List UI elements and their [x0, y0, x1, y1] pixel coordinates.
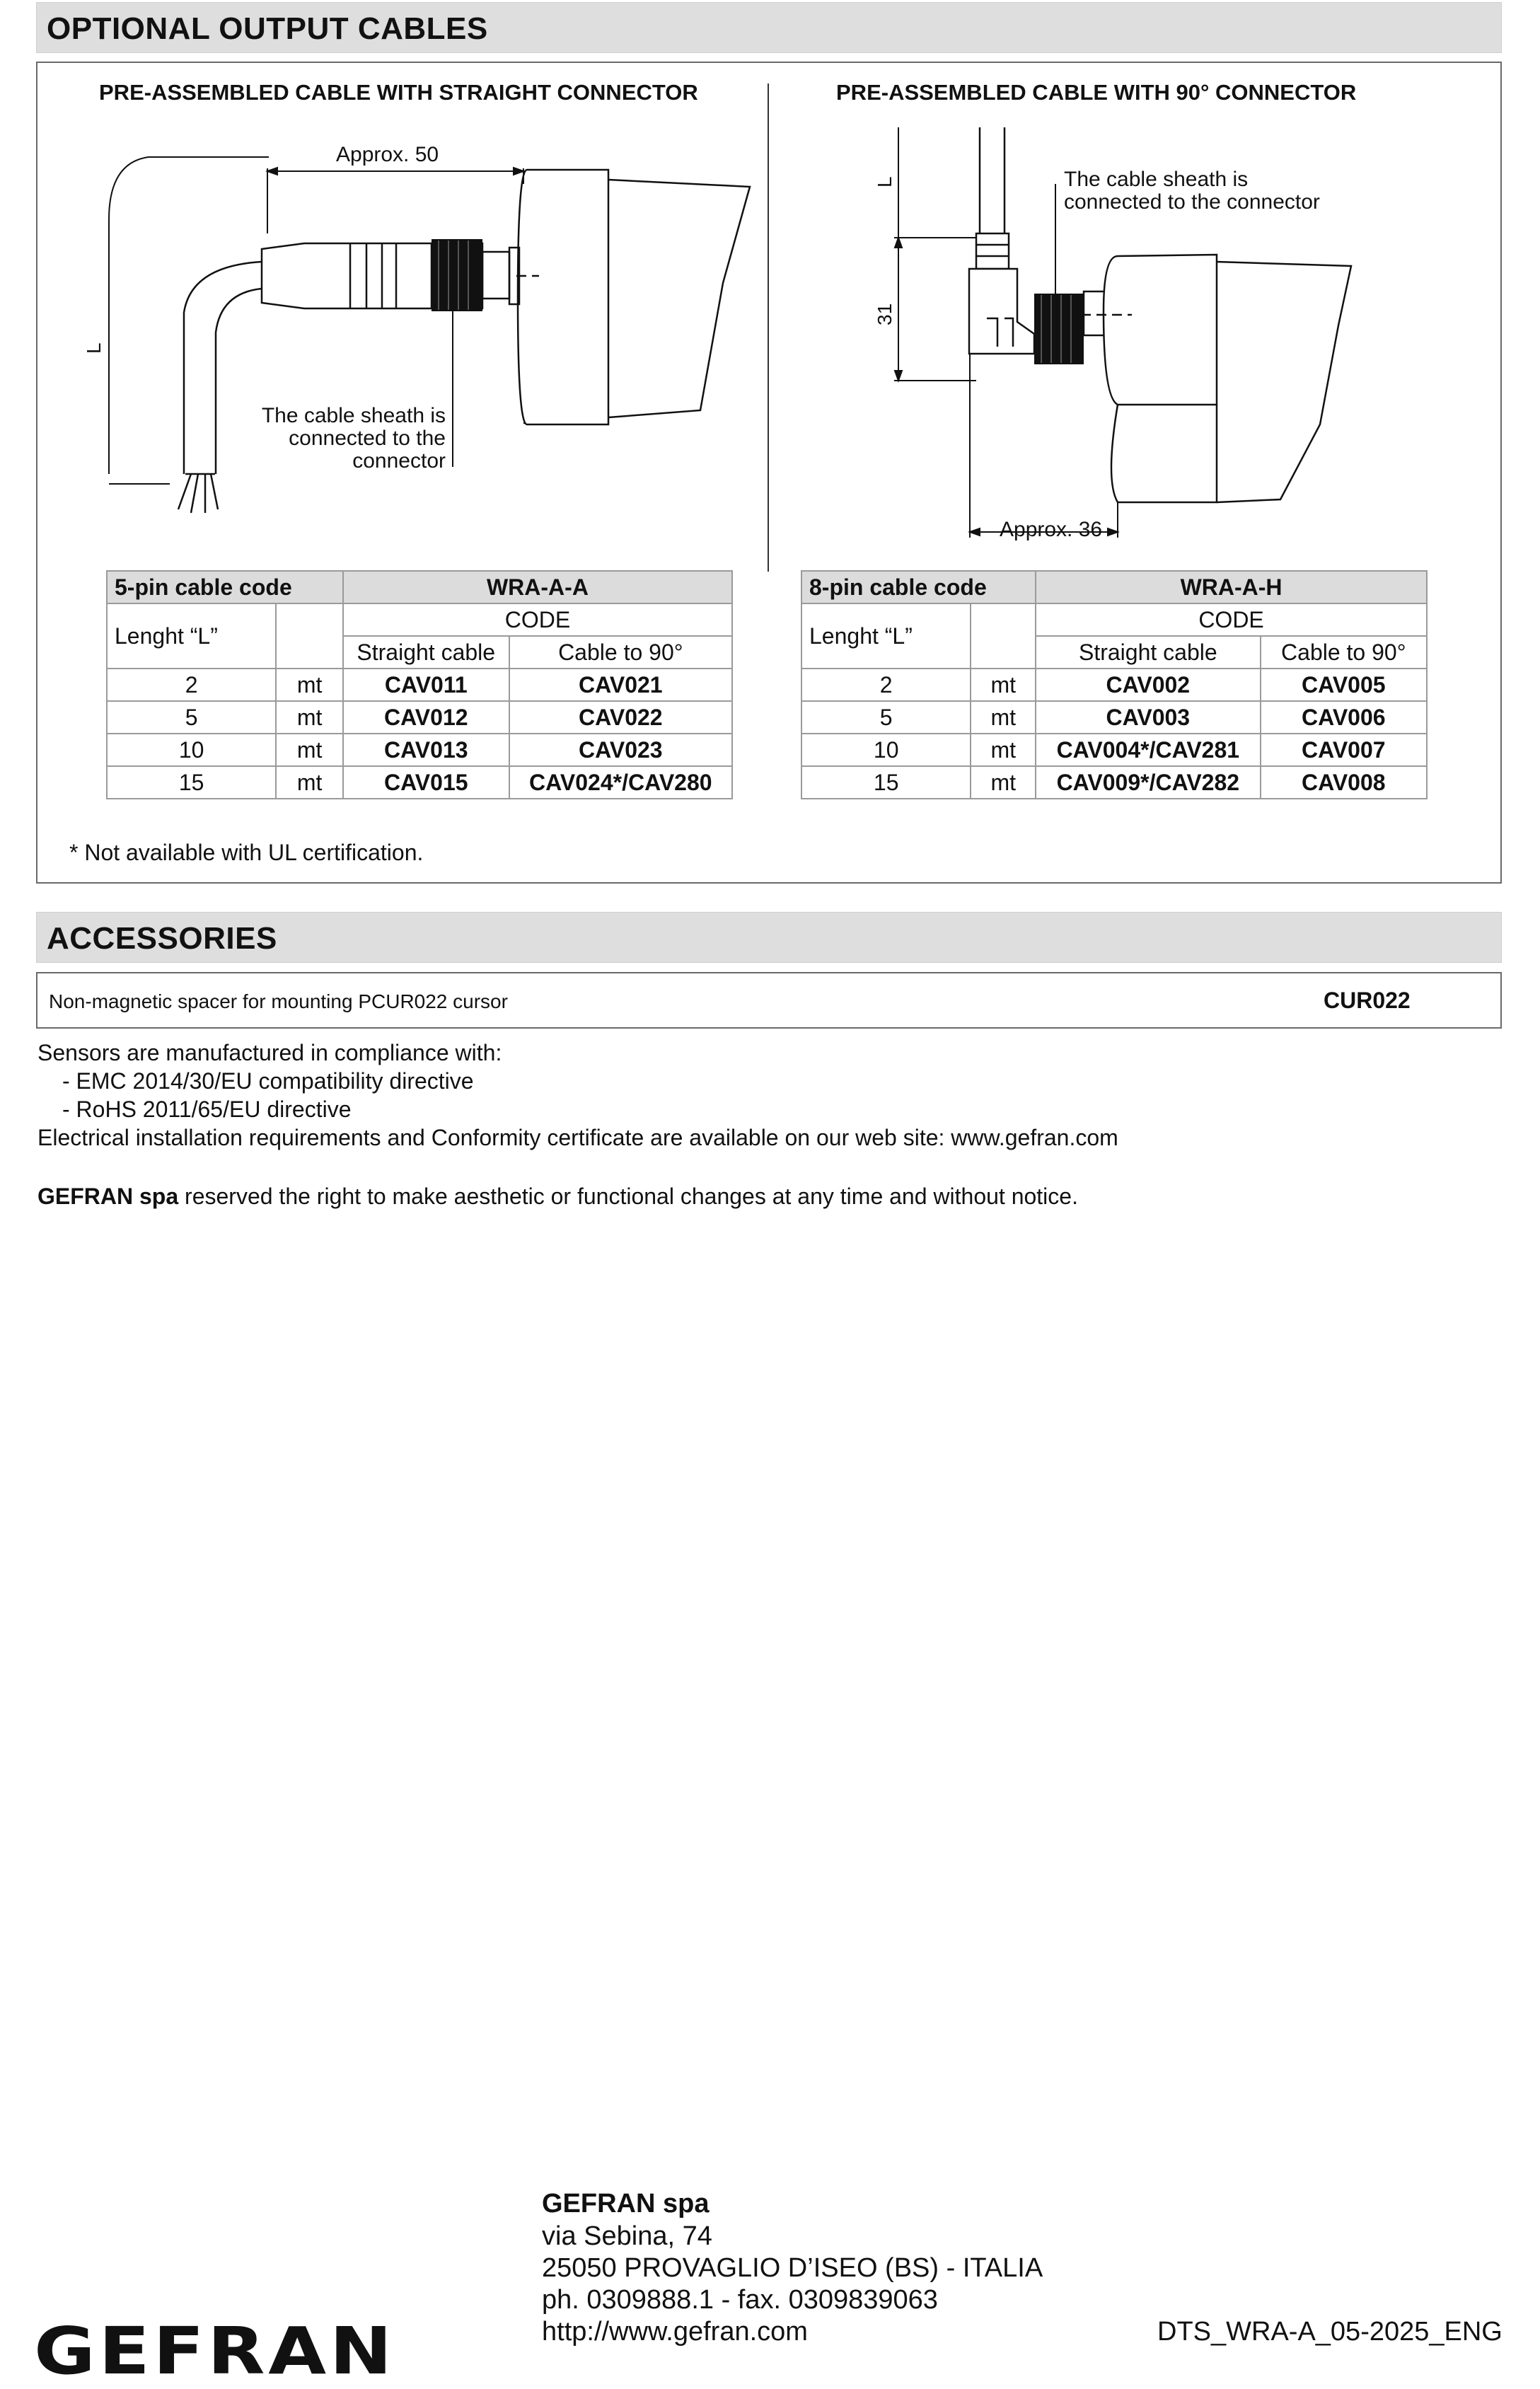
- straight-sheath-note: The cable sheath is connected to the connector: [261, 404, 446, 473]
- table-row: [801, 669, 1427, 701]
- row-angled-code: CAV022: [509, 701, 732, 734]
- row-length: 15: [801, 766, 971, 799]
- row-straight-code: CAV013: [343, 734, 509, 766]
- compliance-intro: Sensors are manufactured in compliance with:: [37, 1040, 502, 1065]
- row-unit: mt: [971, 669, 1036, 701]
- table-row: [801, 701, 1427, 734]
- eight-pin-code-label: CODE: [1036, 603, 1427, 636]
- reserved-company: GEFRAN spa: [37, 1184, 179, 1209]
- row-angled-code: CAV005: [1261, 669, 1427, 701]
- row-unit: mt: [971, 734, 1036, 766]
- dim-approx-50: Approx. 50: [336, 143, 439, 166]
- five-pin-model: WRA-A-A: [343, 571, 732, 603]
- angled-drawing-title: PRE-ASSEMBLED CABLE WITH 90° CONNECTOR: [836, 80, 1357, 105]
- row-length: 10: [107, 734, 276, 766]
- compliance-emc: - EMC 2014/30/EU compatibility directive: [62, 1068, 474, 1094]
- compliance-rohs: - RoHS 2011/65/EU directive: [62, 1097, 352, 1122]
- angled-sheath-note: The cable sheath is connected to the connector: [1064, 168, 1320, 214]
- row-angled-code: CAV007: [1261, 734, 1427, 766]
- eight-pin-length-label: Lenght “L”: [801, 603, 971, 669]
- accessory-description: Non-magnetic spacer for mounting PCUR022 cursor: [49, 990, 508, 1012]
- cables-section-title: OPTIONAL OUTPUT CABLES: [47, 11, 488, 46]
- table-row: [107, 766, 732, 799]
- footer-doc-code: DTS_WRA-A_05-2025_ENG: [1157, 2317, 1503, 2347]
- accessories-section-title: ACCESSORIES: [47, 921, 277, 956]
- reserved-notice: [37, 1184, 1078, 1210]
- row-straight-code: CAV011: [343, 669, 509, 701]
- row-unit: mt: [276, 701, 343, 734]
- row-unit: mt: [276, 669, 343, 701]
- row-angled-code: CAV021: [509, 669, 732, 701]
- eight-pin-col-straight: Straight cable: [1036, 636, 1260, 669]
- footer-phone: ph. 0309888.1 - fax. 0309839063: [542, 2285, 938, 2315]
- row-straight-code: CAV004*/CAV281: [1036, 734, 1260, 766]
- compliance-install: Electrical installation requirements and Conformity certificate are available on our web site: www.gefran.com: [37, 1125, 1118, 1150]
- five-pin-col-90: Cable to 90°: [509, 636, 732, 669]
- table-row: [801, 734, 1427, 766]
- five-pin-col-straight: Straight cable: [343, 636, 509, 669]
- five-pin-code-label: CODE: [343, 603, 732, 636]
- row-length: 2: [801, 669, 971, 701]
- dim-L-straight: L: [83, 342, 105, 354]
- row-angled-code: CAV006: [1261, 701, 1427, 734]
- row-angled-code: CAV024*/CAV280: [509, 766, 732, 799]
- straight-drawing-title: PRE-ASSEMBLED CABLE WITH STRAIGHT CONNECTOR: [99, 80, 698, 105]
- dim-31: 31: [874, 303, 896, 325]
- reserved-text: reserved the right to make aesthetic or functional changes at any time and without notice.: [178, 1184, 1078, 1209]
- row-length: 5: [801, 701, 971, 734]
- dim-L-angled: L: [874, 176, 896, 187]
- row-length: 15: [107, 766, 276, 799]
- row-unit: mt: [971, 701, 1036, 734]
- eight-pin-col-90: Cable to 90°: [1261, 636, 1427, 669]
- accessory-code: CUR022: [1324, 988, 1411, 1013]
- table-row: [801, 766, 1427, 799]
- row-length: 10: [801, 734, 971, 766]
- eight-pin-table: [801, 570, 1428, 799]
- table-row: [107, 669, 732, 701]
- table-row: [107, 734, 732, 766]
- row-length: 5: [107, 701, 276, 734]
- five-pin-length-label: Lenght “L”: [107, 603, 276, 669]
- footer-street: via Sebina, 74: [542, 2221, 712, 2251]
- row-straight-code: CAV003: [1036, 701, 1260, 734]
- table-row: [107, 701, 732, 734]
- five-pin-label: 5-pin cable code: [107, 571, 343, 603]
- row-straight-code: CAV002: [1036, 669, 1260, 701]
- row-angled-code: CAV008: [1261, 766, 1427, 799]
- row-unit: mt: [276, 734, 343, 766]
- row-straight-code: CAV012: [343, 701, 509, 734]
- eight-pin-model: WRA-A-H: [1036, 571, 1427, 603]
- five-pin-table: [106, 570, 733, 799]
- footer-city: 25050 PROVAGLIO D’ISEO (BS) - ITALIA: [542, 2253, 1043, 2283]
- row-straight-code: CAV009*/CAV282: [1036, 766, 1260, 799]
- footer-web[interactable]: http://www.gefran.com: [542, 2317, 808, 2347]
- drawing-divider: [768, 83, 769, 572]
- footer-company: GEFRAN spa: [542, 2189, 710, 2219]
- row-angled-code: CAV023: [509, 734, 732, 766]
- accessories-section-header: [36, 912, 1502, 963]
- row-unit: mt: [971, 766, 1036, 799]
- row-unit: mt: [276, 766, 343, 799]
- eight-pin-label: 8-pin cable code: [801, 571, 1036, 603]
- straight-connector-drawing: [71, 127, 771, 538]
- accessories-row: [36, 972, 1502, 1029]
- row-length: 2: [107, 669, 276, 701]
- dim-approx-36: Approx. 36: [1000, 518, 1103, 541]
- row-straight-code: CAV015: [343, 766, 509, 799]
- ul-footnote: * Not available with UL certification.: [69, 840, 424, 865]
- cables-section-header: [36, 2, 1502, 53]
- gefran-logo: GEFRAN: [34, 2313, 395, 2389]
